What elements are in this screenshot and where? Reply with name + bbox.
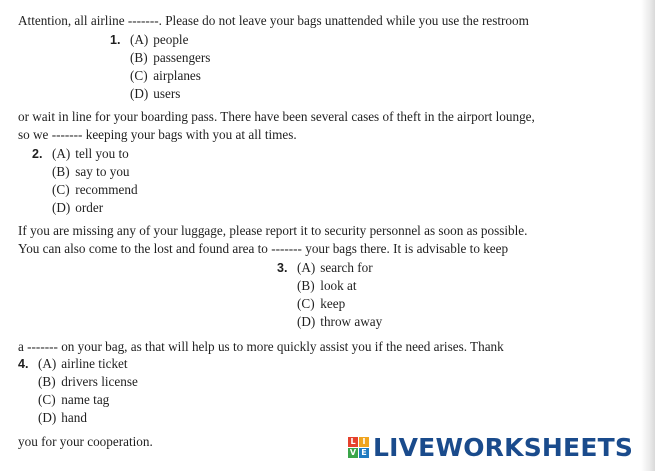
logo-icon: [348, 437, 369, 458]
option-a[interactable]: search for: [320, 260, 373, 275]
option-c[interactable]: name tag: [61, 392, 110, 407]
option-d[interactable]: users: [153, 86, 181, 101]
liveworksheets-logo: [348, 432, 633, 462]
question-number: 4.: [18, 357, 29, 371]
paragraph-1: Attention, all airline -------. Please do not leave your bags unattended while you use the restroom: [18, 13, 529, 28]
option-b[interactable]: drivers license: [61, 374, 138, 389]
option-letter: (A): [130, 32, 149, 47]
option-d[interactable]: throw away: [320, 314, 383, 329]
option-letter: (B): [297, 278, 315, 293]
option-letter: (D): [52, 200, 71, 215]
question-1: [110, 31, 210, 103]
logo-block-v: V: [349, 447, 357, 457]
option-letter: (C): [130, 68, 148, 83]
question-3: [277, 259, 382, 331]
paragraph-3a: If you are missing any of your luggage, please report it to security personnel as soon as possible.: [18, 223, 528, 238]
option-letter: (C): [52, 182, 70, 197]
option-a[interactable]: people: [153, 32, 189, 47]
paragraph-5: you for your cooperation.: [18, 434, 153, 449]
option-b[interactable]: look at: [320, 278, 357, 293]
option-a[interactable]: airline ticket: [61, 356, 128, 371]
option-a[interactable]: tell you to: [75, 146, 129, 161]
paragraph-2b: so we ------- keeping your bags with you at all times.: [18, 127, 297, 142]
option-letter: (A): [52, 146, 71, 161]
option-letter: (B): [130, 50, 148, 65]
page-edge-shadow: [641, 0, 655, 471]
option-b[interactable]: say to you: [75, 164, 130, 179]
logo-block-e: E: [359, 448, 369, 458]
question-number: 1.: [110, 33, 121, 47]
logo-block-l: L: [348, 437, 358, 447]
question-number: 2.: [32, 147, 43, 161]
question-4: [18, 355, 138, 427]
option-d[interactable]: hand: [61, 410, 87, 425]
question-number: 3.: [277, 261, 288, 275]
option-d[interactable]: order: [75, 200, 104, 215]
option-c[interactable]: airplanes: [153, 68, 201, 83]
option-letter: (C): [38, 392, 56, 407]
option-letter: (B): [38, 374, 56, 389]
option-c[interactable]: keep: [320, 296, 346, 311]
paragraph-3b: You can also come to the lost and found area to ------- your bags there. It is advisable to keep: [18, 241, 509, 256]
option-letter: (D): [130, 86, 149, 101]
option-letter: (D): [297, 314, 316, 329]
option-letter: (A): [297, 260, 316, 275]
option-letter: (C): [297, 296, 315, 311]
option-b[interactable]: passengers: [153, 50, 211, 65]
paragraph-2a: or wait in line for your boarding pass. There have been several cases of theft in the airport lounge,: [18, 109, 535, 124]
question-2: [32, 145, 138, 217]
option-letter: (A): [38, 356, 57, 371]
option-c[interactable]: recommend: [75, 182, 138, 197]
paragraph-4: a ------- on your bag, as that will help us to more quickly assist you if the need arises. Thank: [18, 339, 504, 354]
logo-block-i: I: [359, 437, 369, 447]
option-letter: (B): [52, 164, 70, 179]
option-letter: (D): [38, 410, 57, 425]
logo-text: LIVEWORKSHEETS: [373, 432, 634, 462]
